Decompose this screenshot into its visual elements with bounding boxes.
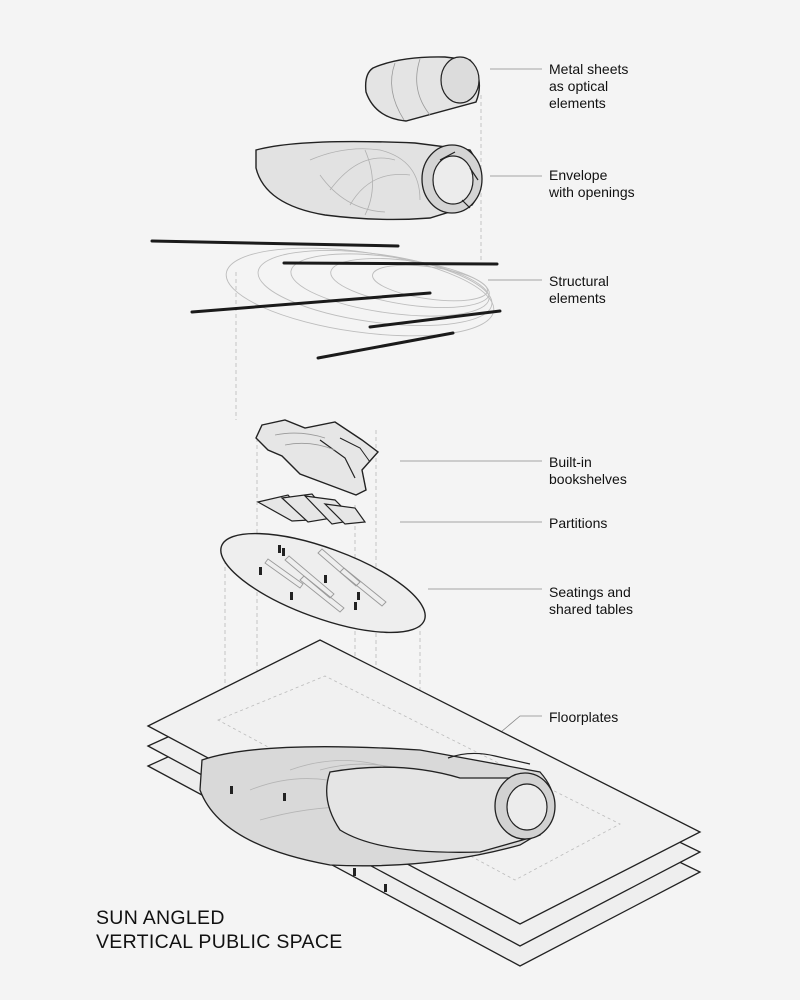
seating-disc <box>210 513 437 653</box>
label-structural: Structural elements <box>549 273 609 306</box>
metal-sheets-cylinder <box>366 57 480 121</box>
structural-ribs <box>221 234 500 351</box>
label-metal-sheets: Metal sheets as optical elements <box>549 61 629 111</box>
label-bookshelves: Built-in bookshelves <box>549 454 627 487</box>
label-floorplates: Floorplates <box>549 709 619 725</box>
label-partitions: Partitions <box>549 515 608 531</box>
diagram-title: SUN ANGLED VERTICAL PUBLIC SPACE <box>96 907 343 953</box>
envelope-shell <box>256 142 482 220</box>
bookshelves <box>256 420 378 495</box>
label-envelope: Envelope with openings <box>549 167 635 200</box>
structural-rods <box>152 241 500 358</box>
label-seatings: Seatings and shared tables <box>549 584 634 617</box>
partitions <box>258 494 365 524</box>
